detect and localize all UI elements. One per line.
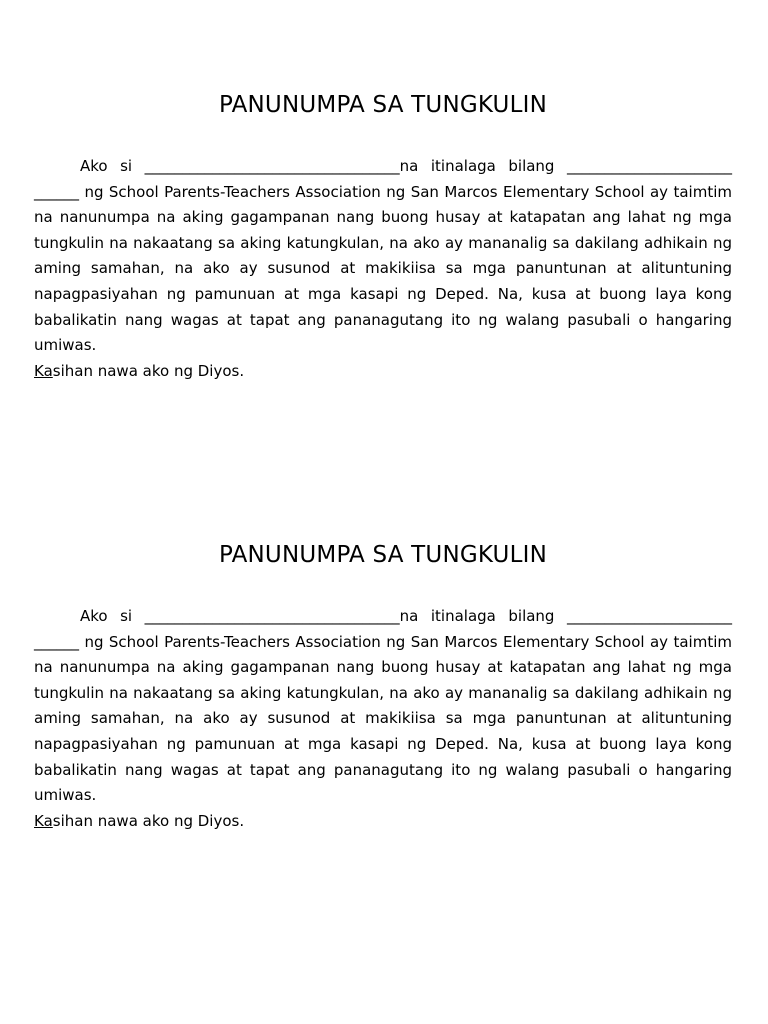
position-blank: ______________________ [566,607,732,625]
intro-text: Ako si [80,607,133,625]
oath-section-1 [34,90,732,384]
oath-body-text: ng School Parents-Teachers Association ng San Marcos Elementary School ay taimtim na nanunumpa na aking gagampanan nang buong husay at katapatan ang lahat ng mga tungkulin na nakaatang sa aking katungkulan, na ako ay mananalig sa dakilang adhikain ng aming samahan, na ako ay susunod at makikiisa sa mga panuntunan at alituntuning napagpasiyahan ng pamunuan at mga kasapi ng Deped. Na, kusa at buong laya kong babalikatin nang wagas at tapat ang pananagutang ito ng walang pasubali o hangaring umiwas. [34,632,732,805]
oath-body-text: ng School Parents-Teachers Association ng San Marcos Elementary School ay taimtim na nanunumpa na aking gagampanan nang buong husay at katapatan ang lahat ng mga tungkulin na nakaatang sa aking katungkulan, na ako ay mananalig sa dakilang adhikain ng aming samahan, na ako ay susunod at makikiisa sa mga panuntunan at alituntuning napagpasiyahan ng pamunuan at mga kasapi ng Deped. Na, kusa at buong laya kong babalikatin nang wagas at tapat ang pananagutang ito ng walang pasubali o hangaring umiwas. [34,182,732,355]
name-blank: __________________________________ [144,607,400,625]
intro-text: Ako si [80,157,133,175]
closing-rest: sihan nawa ako ng Diyos. [52,811,245,830]
position-blank: ______________________ [566,157,732,175]
oath-section-2 [34,540,732,834]
closing-underlined: Ka [34,361,53,380]
closing-rest: sihan nawa ako ng Diyos. [52,361,245,380]
oath-title: PANUNUMPA SA TUNGKULIN [219,542,547,568]
closing-line [34,809,732,835]
name-blank: __________________________________ [144,157,400,175]
oath-title: PANUNUMPA SA TUNGKULIN [219,92,547,118]
oath-paragraph [34,604,732,809]
closing-line [34,359,732,385]
middle-text: na itinalaga bilang [399,157,555,175]
position-blank-continued: ______ [34,632,79,651]
oath-paragraph [34,154,732,359]
middle-text: na itinalaga bilang [399,607,555,625]
position-blank-continued: ______ [34,182,79,201]
closing-underlined: Ka [34,811,53,830]
